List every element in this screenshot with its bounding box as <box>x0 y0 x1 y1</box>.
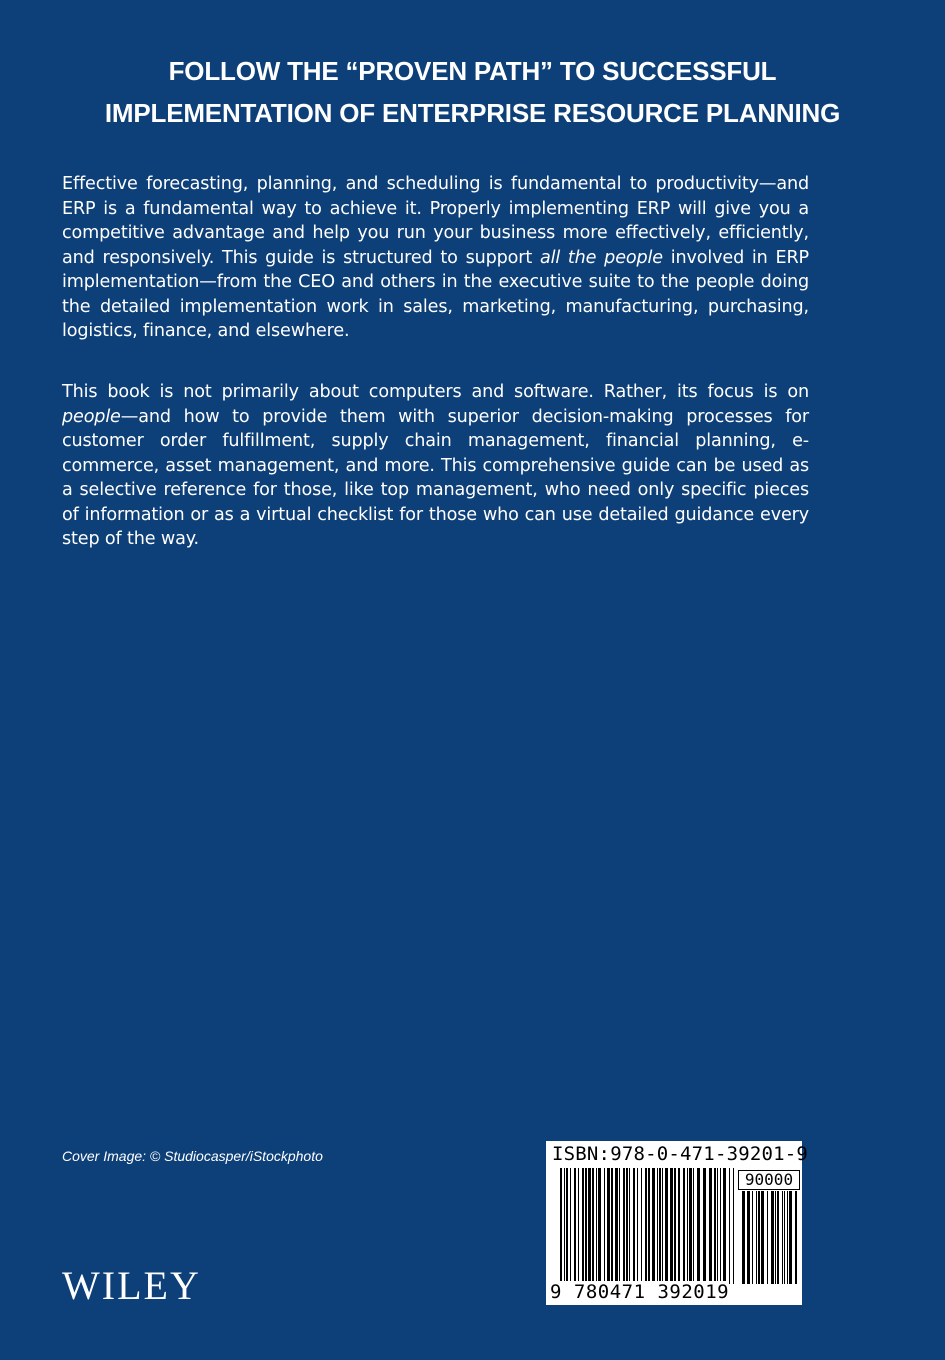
barcode-bar <box>687 1168 688 1284</box>
barcode-bar <box>787 1191 788 1284</box>
barcode-bar <box>782 1191 783 1284</box>
barcode-bar <box>742 1191 745 1284</box>
barcode-bar <box>619 1168 620 1284</box>
barcode-bar <box>756 1191 757 1284</box>
barcode-bar <box>629 1168 630 1284</box>
barcode-bar <box>623 1168 625 1284</box>
barcode-bar <box>662 1168 663 1284</box>
paragraph-2-emphasis: people <box>62 406 121 427</box>
paragraph-2-text-a: This book is not primarily about computers and software. Rather, its focus is on <box>62 382 809 402</box>
barcode-bar <box>733 1168 734 1284</box>
barcode-bar <box>714 1168 716 1284</box>
barcode-bar <box>574 1168 576 1284</box>
barcode-bar <box>758 1191 760 1284</box>
barcode-bar <box>626 1168 628 1284</box>
barcode-bar <box>775 1191 776 1284</box>
barcode-bar <box>604 1168 605 1284</box>
barcode-bar <box>637 1168 638 1284</box>
barcode-bar <box>585 1168 587 1284</box>
barcode-bar <box>560 1168 562 1284</box>
ean-digits: 9 780471 392019 <box>550 1281 730 1303</box>
publisher-logo: WILEY <box>62 1263 201 1308</box>
barcode-bar <box>670 1168 673 1284</box>
barcode-bar <box>761 1191 764 1284</box>
barcode-bar <box>789 1191 792 1284</box>
isbn-text: ISBN:978-0-471-39201-9 <box>552 1143 809 1165</box>
barcode-bar <box>720 1168 721 1284</box>
barcode-bar <box>657 1168 658 1284</box>
barcode-bar <box>611 1168 613 1284</box>
isbn-barcode <box>546 1141 809 1305</box>
barcode-bar <box>709 1168 712 1284</box>
headline-line-1: FOLLOW THE “PROVEN PATH” TO SUCCESSFUL <box>168 56 777 86</box>
barcode-bar <box>652 1168 655 1284</box>
barcode-bar <box>596 1168 597 1284</box>
cover-image-credit: Cover Image: © Studiocasper/iStockphoto <box>62 1148 323 1164</box>
ean-barcode-bars <box>560 1168 736 1284</box>
barcode-bar <box>693 1168 694 1284</box>
paragraph-1-emphasis: all the people <box>539 247 663 268</box>
barcode-bar <box>683 1168 685 1284</box>
paragraph-2-text-b: —and how to provide them with superior decision-making processes for customer order fulfillment, supply chain management, financial planning, e-commerce, asset management, and more. This comprehensive guide can be used as a selective reference for those, like top management, who need only specific pieces of information or as a virtual checklist for those who can use detailed guidance every step of the way. <box>62 406 809 549</box>
barcode-bar <box>615 1168 618 1284</box>
barcode-bar <box>588 1168 591 1284</box>
headline <box>40 50 905 134</box>
barcode-bar <box>723 1168 726 1284</box>
barcode-bar <box>717 1168 718 1284</box>
headline-line-2: IMPLEMENTATION OF ENTERPRISE RESOURCE PLANNING <box>104 98 841 128</box>
barcode-bar <box>598 1168 601 1284</box>
barcode-bar <box>795 1191 797 1284</box>
barcode-bar <box>648 1168 650 1284</box>
price-code: 90000 <box>738 1170 800 1190</box>
barcode-bar <box>659 1168 661 1284</box>
barcode-bar <box>570 1168 571 1284</box>
barcode-bar <box>607 1168 610 1284</box>
barcode-bar <box>578 1168 579 1284</box>
barcode-bar <box>633 1168 635 1284</box>
description-paragraph-1 <box>62 172 809 344</box>
barcode-bar <box>777 1191 779 1284</box>
barcode-bar <box>674 1168 676 1284</box>
barcode-bar <box>641 1168 642 1284</box>
barcode-bar <box>729 1168 730 1284</box>
barcode-bar <box>645 1168 647 1284</box>
barcode-bar <box>771 1191 774 1284</box>
barcode-bar <box>678 1168 680 1284</box>
barcode-bar <box>752 1191 753 1284</box>
barcode-bar <box>767 1191 768 1284</box>
barcode-bar <box>703 1168 706 1284</box>
barcode-bar <box>665 1168 668 1284</box>
barcode-bar <box>564 1168 565 1284</box>
barcode-bar <box>566 1168 568 1284</box>
barcode-bar <box>592 1168 594 1284</box>
barcode-bar <box>582 1168 584 1284</box>
description-paragraph-2 <box>62 380 809 552</box>
paragraph-1-text-b: involved in ERP implementation—from the CEO and others in the executive suite to the people doing the detailed implementation work in sales, marketing, manufacturing, purchasing, logistics, finance, and elsewhere. <box>62 247 810 341</box>
barcode-bar <box>784 1191 785 1284</box>
addon-barcode-bars <box>742 1191 798 1284</box>
barcode-bar <box>689 1168 692 1284</box>
barcode-bar <box>697 1168 700 1284</box>
barcode-bar <box>747 1191 750 1284</box>
paragraph-1-text-a: Effective forecasting, planning, and scheduling is fundamental to productivity—and ERP is a fundamental way to achieve it. Properly implementing ERP will give you a competitive advantage and help you run your business more effectively, efficiently, and responsively. This guide is structured to support <box>62 174 809 268</box>
